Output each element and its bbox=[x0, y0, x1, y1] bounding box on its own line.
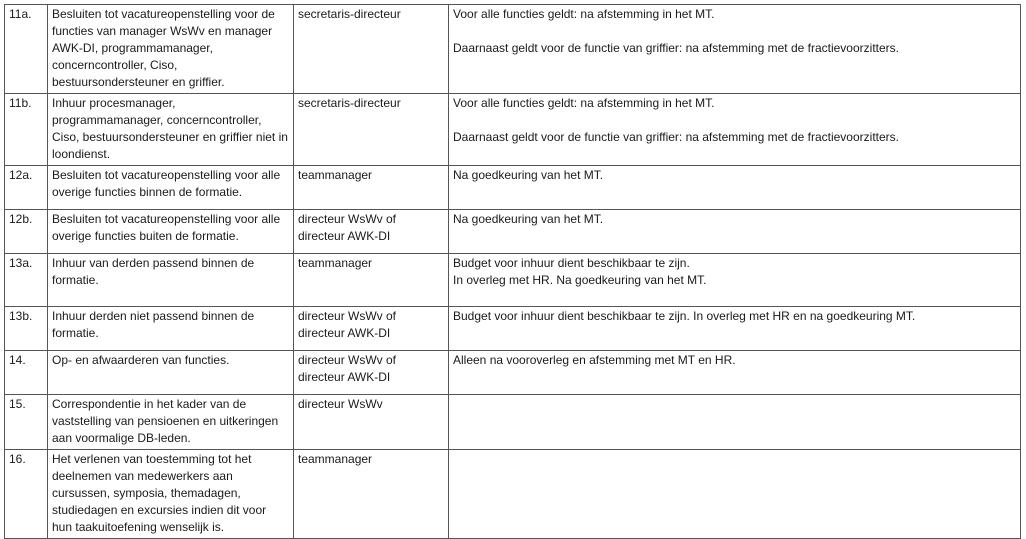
row-description: Besluiten tot vacatureopenstelling voor alle overige functies buiten de formatie. bbox=[48, 210, 294, 254]
row-conditions bbox=[449, 395, 1021, 450]
condition-line: Voor alle functies geldt: na afstemming in het MT. bbox=[453, 96, 715, 110]
table-row bbox=[5, 351, 1021, 395]
table-row bbox=[5, 450, 1021, 539]
row-conditions bbox=[449, 166, 1021, 210]
table-row bbox=[5, 254, 1021, 307]
row-responsible: directeur WsWv of directeur AWK-DI bbox=[294, 210, 449, 254]
condition-line: Budget voor inhuur dient beschikbaar te zijn. bbox=[453, 256, 690, 270]
row-conditions bbox=[449, 94, 1021, 166]
condition-line: Daarnaast geldt voor de functie van griffier: na afstemming met de fractievoorzitters. bbox=[453, 41, 899, 55]
row-responsible: teammanager bbox=[294, 254, 449, 307]
row-number: 12b. bbox=[5, 210, 48, 254]
table-row bbox=[5, 5, 1021, 94]
condition-line: Alleen na vooroverleg en afstemming met MT en HR. bbox=[453, 353, 736, 367]
table-row bbox=[5, 210, 1021, 254]
row-description: Inhuur derden niet passend binnen de formatie. bbox=[48, 307, 294, 351]
mandate-table bbox=[4, 4, 1021, 539]
table-row bbox=[5, 307, 1021, 351]
row-number: 16. bbox=[5, 450, 48, 539]
row-number: 14. bbox=[5, 351, 48, 395]
row-conditions bbox=[449, 351, 1021, 395]
row-responsible: directeur WsWv bbox=[294, 395, 449, 450]
row-responsible: secretaris-directeur bbox=[294, 94, 449, 166]
row-number: 11b. bbox=[5, 94, 48, 166]
row-description: Inhuur procesmanager, programmamanager, concerncontroller, Ciso, bestuursondersteuner en griffier niet in loondienst. bbox=[48, 94, 294, 166]
condition-line: Na goedkeuring van het MT. bbox=[453, 168, 604, 182]
row-conditions bbox=[449, 210, 1021, 254]
row-description: Het verlenen van toestemming tot het deelnemen van medewerkers aan cursussen, symposia, themadagen, studiedagen en excursies indien dit voor hun taakuitoefening wenselijk is. bbox=[48, 450, 294, 539]
row-description: Correspondentie in het kader van de vaststelling van pensioenen en uitkeringen aan voormalige DB-leden. bbox=[48, 395, 294, 450]
row-number: 15. bbox=[5, 395, 48, 450]
row-responsible: directeur WsWv of directeur AWK-DI bbox=[294, 351, 449, 395]
row-description: Besluiten tot vacatureopenstelling voor alle overige functies binnen de formatie. bbox=[48, 166, 294, 210]
table-row bbox=[5, 166, 1021, 210]
row-responsible: directeur WsWv of directeur AWK-DI bbox=[294, 307, 449, 351]
row-number: 11a. bbox=[5, 5, 48, 94]
row-responsible: teammanager bbox=[294, 166, 449, 210]
row-responsible: secretaris-directeur bbox=[294, 5, 449, 94]
condition-line: In overleg met HR. Na goedkeuring van het MT. bbox=[453, 273, 707, 287]
row-description: Inhuur van derden passend binnen de formatie. bbox=[48, 254, 294, 307]
row-number: 13a. bbox=[5, 254, 48, 307]
row-responsible: teammanager bbox=[294, 450, 449, 539]
condition-line: Daarnaast geldt voor de functie van griffier: na afstemming met de fractievoorzitters. bbox=[453, 130, 899, 144]
row-conditions bbox=[449, 254, 1021, 307]
table-row bbox=[5, 395, 1021, 450]
condition-line: Budget voor inhuur dient beschikbaar te zijn. In overleg met HR en na goedkeuring MT. bbox=[453, 309, 916, 323]
row-conditions bbox=[449, 5, 1021, 94]
row-conditions bbox=[449, 307, 1021, 351]
table-row bbox=[5, 94, 1021, 166]
row-conditions bbox=[449, 450, 1021, 539]
condition-line: Voor alle functies geldt: na afstemming in het MT. bbox=[453, 7, 715, 21]
condition-line: Na goedkeuring van het MT. bbox=[453, 212, 604, 226]
row-number: 13b. bbox=[5, 307, 48, 351]
row-description: Op- en afwaarderen van functies. bbox=[48, 351, 294, 395]
row-number: 12a. bbox=[5, 166, 48, 210]
row-description: Besluiten tot vacatureopenstelling voor de functies van manager WsWv en manager AWK-DI, programmamanager, concerncontroller, Ciso, bestuursondersteuner en griffier. bbox=[48, 5, 294, 94]
